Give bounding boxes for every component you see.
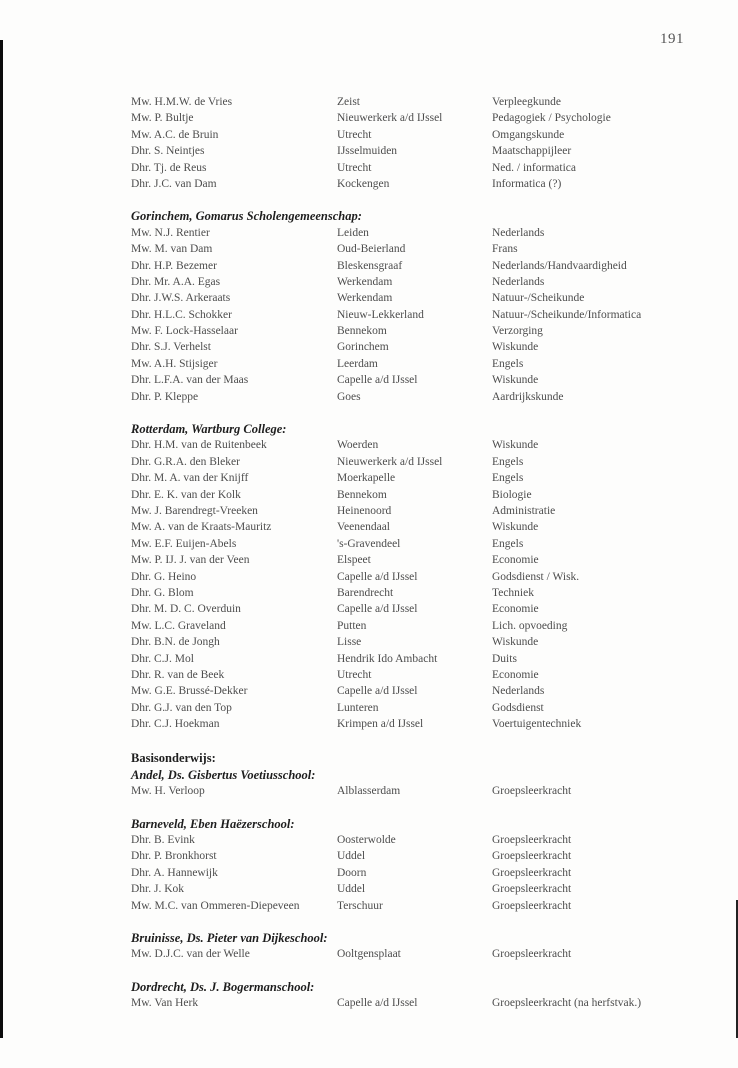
staff-subject: Groepsleerkracht <box>492 850 572 863</box>
staff-row <box>131 339 711 355</box>
staff-subject: Nederlands <box>492 275 545 288</box>
staff-subject: Wiskunde <box>492 521 539 534</box>
staff-name: Dhr. B.N. de Jongh <box>131 636 220 649</box>
secondary-education-list <box>131 94 711 732</box>
staff-row <box>131 585 711 601</box>
staff-subject: Groepsleerkracht <box>492 883 572 896</box>
staff-residence: Werkendam <box>337 292 393 305</box>
staff-name: Dhr. L.F.A. van der Maas <box>131 374 249 387</box>
staff-name: Dhr. Mr. A.A. Egas <box>131 275 221 288</box>
school-heading: Bruinisse, Ds. Pieter van Dijkeschool: <box>131 931 328 946</box>
staff-row <box>131 683 711 699</box>
staff-subject: Administratie <box>492 505 556 518</box>
staff-subject: Informatica (?) <box>492 177 562 190</box>
school-section <box>131 767 711 800</box>
staff-row <box>131 372 711 388</box>
staff-residence: Oud-Beierland <box>337 243 406 256</box>
staff-residence: Utrecht <box>337 128 372 141</box>
staff-name: Dhr. H.L.C. Schokker <box>131 308 232 321</box>
staff-subject: Godsdienst / Wisk. <box>492 570 580 583</box>
school-heading: Barneveld, Eben Haëzerschool: <box>131 816 295 831</box>
scan-edge-left <box>0 40 3 1038</box>
staff-name: Dhr. P. Kleppe <box>131 390 199 403</box>
school-section <box>131 979 711 1012</box>
staff-subject: Nederlands <box>492 226 545 239</box>
staff-name: Dhr. H.P. Bezemer <box>131 259 217 272</box>
staff-subject: Biologie <box>492 488 532 501</box>
staff-subject: Wiskunde <box>492 374 539 387</box>
staff-residence: Alblasserdam <box>337 785 401 798</box>
staff-row <box>131 470 711 486</box>
staff-subject: Wiskunde <box>492 439 539 452</box>
staff-residence: Werkendam <box>337 275 393 288</box>
staff-name: Dhr. E. K. van der Kolk <box>131 488 241 501</box>
staff-subject: Frans <box>492 243 518 256</box>
staff-name: Dhr. S.J. Verhelst <box>131 341 211 354</box>
staff-name: Dhr. J. Kok <box>131 883 185 896</box>
staff-row <box>131 536 711 552</box>
staff-residence: Kockengen <box>337 177 390 190</box>
staff-row <box>131 848 711 864</box>
school-section <box>131 94 711 192</box>
staff-name: Mw. A.C. de Bruin <box>131 128 219 141</box>
staff-row <box>131 503 711 519</box>
staff-name: Mw. A.H. Stijsiger <box>131 357 218 370</box>
staff-row <box>131 307 711 323</box>
staff-row <box>131 995 711 1011</box>
staff-row <box>131 389 711 405</box>
staff-residence: Utrecht <box>337 161 372 174</box>
staff-name: Dhr. C.J. Mol <box>131 652 194 665</box>
staff-row <box>131 946 711 962</box>
staff-subject: Godsdienst <box>492 701 544 714</box>
staff-row <box>131 651 711 667</box>
staff-residence: Capelle a/d IJssel <box>337 997 418 1010</box>
staff-subject: Nederlands/Handvaardigheid <box>492 259 627 272</box>
staff-subject: Engels <box>492 455 524 468</box>
staff-row <box>131 716 711 732</box>
staff-subject: Wiskunde <box>492 341 539 354</box>
staff-row <box>131 454 711 470</box>
staff-row <box>131 274 711 290</box>
school-heading: Rotterdam, Wartburg College: <box>131 422 287 437</box>
staff-residence: Uddel <box>337 850 366 863</box>
staff-name: Mw. H. Verloop <box>131 785 205 798</box>
staff-subject: Engels <box>492 537 524 550</box>
staff-subject: Groepsleerkracht <box>492 899 572 912</box>
staff-name: Dhr. G. Blom <box>131 586 194 599</box>
staff-row <box>131 356 711 372</box>
staff-residence: Zeist <box>337 96 360 108</box>
staff-name: Dhr. G. Heino <box>131 570 197 583</box>
staff-row <box>131 323 711 339</box>
staff-row <box>131 127 711 143</box>
staff-row <box>131 667 711 683</box>
staff-residence: Bleskensgraaf <box>337 259 403 272</box>
staff-row <box>131 94 711 110</box>
staff-list <box>131 94 711 1028</box>
staff-subject: Wiskunde <box>492 636 539 649</box>
staff-subject: Economie <box>492 603 539 616</box>
staff-residence: Goes <box>337 390 361 403</box>
staff-row <box>131 634 711 650</box>
staff-row <box>131 110 711 126</box>
school-section <box>131 421 711 732</box>
staff-row <box>131 437 711 453</box>
staff-subject: Groepsleerkracht (na herfstvak.) <box>492 997 642 1010</box>
staff-subject: Natuur-/Scheikunde/Informatica <box>492 308 642 321</box>
staff-subject: Pedagogiek / Psychologie <box>492 112 611 125</box>
basisonderwijs-title: Basisonderwijs: <box>131 751 216 766</box>
staff-subject: Engels <box>492 357 524 370</box>
staff-residence: Leiden <box>337 226 369 239</box>
staff-row <box>131 143 711 159</box>
staff-name: Mw. Van Herk <box>131 997 199 1010</box>
staff-row <box>131 176 711 192</box>
staff-row <box>131 898 711 914</box>
staff-name: Mw. J. Barendregt-Vreeken <box>131 505 258 518</box>
staff-residence: 's-Gravendeel <box>337 537 401 550</box>
staff-subject: Groepsleerkracht <box>492 834 572 847</box>
school-heading: Dordrecht, Ds. J. Bogermanschool: <box>131 979 315 994</box>
staff-row <box>131 241 711 257</box>
staff-row <box>131 700 711 716</box>
staff-residence: Moerkapelle <box>337 472 396 485</box>
staff-residence: Leerdam <box>337 357 378 370</box>
staff-residence: Nieuw-Lekkerland <box>337 308 424 321</box>
staff-row <box>131 290 711 306</box>
staff-subject: Groepsleerkracht <box>492 866 572 879</box>
staff-name: Dhr. P. Bronkhorst <box>131 850 217 863</box>
staff-subject: Techniek <box>492 586 534 599</box>
staff-name: Mw. P. Bultje <box>131 112 194 125</box>
staff-row <box>131 519 711 535</box>
staff-residence: Krimpen a/d IJssel <box>337 718 424 731</box>
staff-name: Mw. D.J.C. van der Welle <box>131 948 250 961</box>
school-section <box>131 816 711 914</box>
staff-row <box>131 881 711 897</box>
primary-school-sections <box>131 767 711 1012</box>
staff-name: Dhr. H.M. van de Ruitenbeek <box>131 439 267 452</box>
staff-name: Mw. M. van Dam <box>131 243 213 256</box>
staff-name: Dhr. Tj. de Reus <box>131 161 207 174</box>
staff-subject: Duits <box>492 652 517 665</box>
staff-residence: Heinenoord <box>337 505 392 518</box>
staff-row <box>131 552 711 568</box>
staff-residence: Capelle a/d IJssel <box>337 685 418 698</box>
staff-subject: Natuur-/Scheikunde <box>492 292 585 305</box>
staff-name: Dhr. C.J. Hoekman <box>131 718 220 731</box>
staff-subject: Verzorging <box>492 325 543 338</box>
staff-residence: Capelle a/d IJssel <box>337 374 418 387</box>
staff-residence: Veenendaal <box>337 521 390 534</box>
staff-residence: Nieuwerkerk a/d IJssel <box>337 455 443 468</box>
staff-row <box>131 225 711 241</box>
staff-name: Mw. P. IJ. J. van der Veen <box>131 554 250 567</box>
staff-name: Dhr. G.J. van den Top <box>131 701 232 714</box>
staff-subject: Maatschappijleer <box>492 145 572 158</box>
staff-residence: Uddel <box>337 883 366 896</box>
staff-residence: Gorinchem <box>337 341 389 354</box>
staff-name: Dhr. M. D. C. Overduin <box>131 603 241 616</box>
staff-subject: Groepsleerkracht <box>492 785 572 798</box>
staff-subject: Voertuigentechniek <box>492 718 582 731</box>
staff-residence: Woerden <box>337 439 379 452</box>
staff-row <box>131 160 711 176</box>
staff-residence: Doorn <box>337 866 367 879</box>
staff-subject: Economie <box>492 554 539 567</box>
staff-subject: Omgangskunde <box>492 128 565 141</box>
staff-subject: Aardrijkskunde <box>492 390 564 403</box>
staff-name: Mw. G.E. Brussé-Dekker <box>131 685 248 698</box>
staff-residence: Ooltgensplaat <box>337 948 401 961</box>
staff-subject: Groepsleerkracht <box>492 948 572 961</box>
page-number: 191 <box>660 31 684 47</box>
school-section <box>131 930 711 963</box>
staff-name: Dhr. R. van de Beek <box>131 668 225 681</box>
staff-row <box>131 865 711 881</box>
staff-row <box>131 783 711 799</box>
staff-residence: Terschuur <box>337 899 383 912</box>
staff-name: Dhr. B. Evink <box>131 834 195 847</box>
staff-residence: Nieuwerkerk a/d IJssel <box>337 112 443 125</box>
staff-row <box>131 832 711 848</box>
staff-row <box>131 258 711 274</box>
staff-subject: Nederlands <box>492 685 545 698</box>
staff-subject: Economie <box>492 668 539 681</box>
staff-name: Mw. A. van de Kraats-Mauritz <box>131 521 272 534</box>
staff-name: Mw. L.C. Graveland <box>131 619 226 632</box>
staff-residence: Lunteren <box>337 701 379 714</box>
staff-name: Dhr. J.C. van Dam <box>131 177 217 190</box>
staff-row <box>131 569 711 585</box>
staff-subject: Engels <box>492 472 524 485</box>
staff-residence: Hendrik Ido Ambacht <box>337 652 438 665</box>
staff-name: Mw. N.J. Rentier <box>131 226 210 239</box>
staff-residence: Oosterwolde <box>337 834 396 847</box>
staff-residence: Barendrecht <box>337 586 394 599</box>
staff-name: Dhr. S. Neintjes <box>131 145 205 158</box>
staff-subject: Ned. / informatica <box>492 161 576 174</box>
school-heading: Gorinchem, Gomarus Scholengemeenschap: <box>131 209 362 224</box>
staff-row <box>131 487 711 503</box>
staff-subject: Verpleegkunde <box>492 96 561 108</box>
staff-row <box>131 618 711 634</box>
staff-name: Dhr. A. Hannewijk <box>131 866 218 879</box>
school-section <box>131 208 711 405</box>
staff-name: Mw. M.C. van Ommeren-Diepeveen <box>131 899 300 912</box>
staff-residence: Utrecht <box>337 668 372 681</box>
staff-row <box>131 601 711 617</box>
staff-residence: Putten <box>337 619 367 632</box>
staff-residence: Lisse <box>337 636 362 649</box>
staff-name: Mw. F. Lock-Hasselaar <box>131 325 238 338</box>
primary-education-list <box>131 750 711 1011</box>
staff-residence: IJsselmuiden <box>337 145 398 158</box>
staff-residence: Capelle a/d IJssel <box>337 570 418 583</box>
staff-residence: Capelle a/d IJssel <box>337 603 418 616</box>
staff-subject: Lich. opvoeding <box>492 619 568 632</box>
staff-name: Dhr. M. A. van der Knijff <box>131 472 249 485</box>
school-heading: Andel, Ds. Gisbertus Voetiusschool: <box>131 767 316 782</box>
staff-name: Dhr. J.W.S. Arkeraats <box>131 292 231 305</box>
staff-residence: Bennekom <box>337 488 387 501</box>
staff-name: Mw. H.M.W. de Vries <box>131 96 233 108</box>
staff-name: Dhr. G.R.A. den Bleker <box>131 455 240 468</box>
staff-name: Mw. E.F. Euijen-Abels <box>131 537 237 550</box>
staff-residence: Bennekom <box>337 325 387 338</box>
staff-residence: Elspeet <box>337 554 371 567</box>
